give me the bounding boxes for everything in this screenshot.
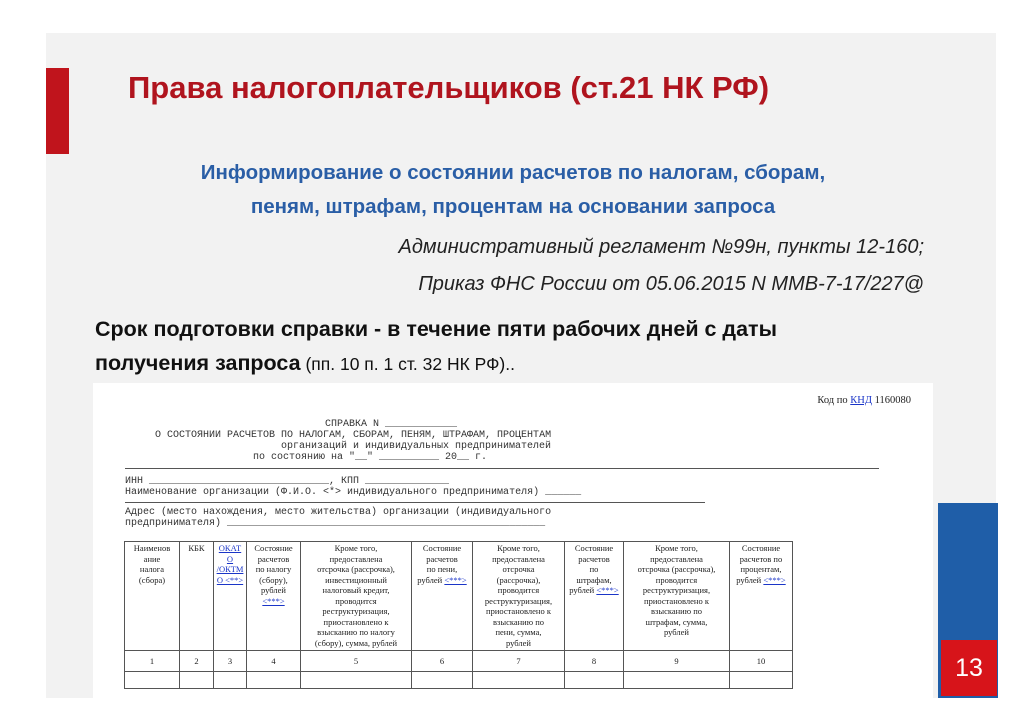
form-address-line-1: Адрес (место нахождения, место жительства) организации (индивидуального bbox=[125, 507, 552, 518]
table-cell bbox=[624, 672, 730, 689]
column-number: 8 bbox=[565, 651, 624, 672]
table-cell bbox=[125, 672, 180, 689]
column-number: 2 bbox=[180, 651, 214, 672]
form-divider bbox=[125, 468, 879, 469]
form-inn-kpp: ИНН ______________________________, КПП ______________ bbox=[125, 476, 450, 487]
deadline-line-2 bbox=[95, 346, 935, 381]
deadline-statement bbox=[95, 312, 935, 381]
form-table bbox=[124, 541, 793, 689]
column-header: Кроме того, предоставлена отсрочка (рассрочка), проводится реструктуризация, приостановлено к взысканию по пени, сумма, рублей bbox=[473, 542, 565, 651]
column-header: Кроме того, предоставлена отсрочка (рассрочка), проводится реструктуризация, приостановлено к взысканию по штрафам, сумма, рублей bbox=[624, 542, 730, 651]
form-address-line-2: предпринимателя) _____________________________________________________ bbox=[125, 518, 546, 529]
subtitle-line-1: Информирование о состоянии расчетов по налогам, сборам, bbox=[200, 161, 826, 184]
title-accent-bar bbox=[46, 68, 69, 154]
form-code-value: 1160080 bbox=[872, 395, 911, 406]
deadline-line-2-text: получения запроса bbox=[95, 351, 301, 375]
column-header: Наименов ание налога (сбора) bbox=[125, 542, 180, 651]
form-code-link[interactable]: КНД bbox=[850, 395, 872, 406]
deadline-legal-ref: (пп. 10 п. 1 ст. 32 НК РФ).. bbox=[300, 354, 515, 374]
footnote-link[interactable]: <***> bbox=[596, 585, 619, 595]
column-number: 9 bbox=[624, 651, 730, 672]
column-header: Состояние расчетов по штрафам, рублей <***> bbox=[565, 542, 624, 651]
slide-title: Права налогоплательщиков (ст.21 НК РФ) bbox=[128, 70, 770, 105]
table-cell bbox=[412, 672, 473, 689]
form-table-empty-row bbox=[125, 672, 793, 689]
subtitle-line-2: пеням, штрафам, процентам на основании запроса bbox=[250, 195, 776, 218]
column-number: 10 bbox=[730, 651, 793, 672]
form-code-label: Код по bbox=[817, 395, 851, 406]
form-table-header bbox=[125, 542, 793, 651]
column-header: Кроме того, предоставлена отсрочка (рассрочка), инвестиционный налоговый кредит, проводится реструктуризация, приостановлено к взысканию по налогу (сбору), сумма, рублей bbox=[301, 542, 412, 651]
column-header: КБК bbox=[180, 542, 214, 651]
table-cell bbox=[730, 672, 793, 689]
table-cell bbox=[180, 672, 214, 689]
slide-subtitle bbox=[110, 156, 916, 224]
column-header: Состояние расчетов по налогу (сбору), рублей <***> bbox=[247, 542, 301, 651]
footnote-link[interactable]: <***> bbox=[444, 574, 467, 585]
regulation-reference-2: Приказ ФНС России от 05.06.2015 N ММВ-7-17/227@ bbox=[418, 273, 924, 295]
form-code bbox=[817, 395, 911, 406]
deadline-line-1: Срок подготовки справки - в течение пяти рабочих дней с даты bbox=[95, 317, 777, 341]
form-heading-number: СПРАВКА N ____________ bbox=[325, 419, 458, 430]
column-header: Состояние расчетов по процентам, рублей <***> bbox=[730, 542, 793, 651]
form-heading-date: по состоянию на "__" __________ 20__ г. bbox=[253, 452, 488, 463]
column-number: 1 bbox=[125, 651, 180, 672]
footnote-link[interactable]: <***> bbox=[763, 574, 786, 585]
column-number: 3 bbox=[214, 651, 247, 672]
table-cell bbox=[247, 672, 301, 689]
column-number: 6 bbox=[412, 651, 473, 672]
certificate-form-image bbox=[93, 383, 933, 698]
form-org-name: Наименование организации (Ф.И.О. <*> индивидуального предпринимателя) ______ bbox=[125, 487, 582, 498]
form-divider bbox=[125, 502, 705, 503]
table-cell bbox=[214, 672, 247, 689]
form-heading-subject: организаций и индивидуальных предпринимателей bbox=[281, 441, 552, 452]
table-cell bbox=[473, 672, 565, 689]
table-cell bbox=[301, 672, 412, 689]
column-number: 5 bbox=[301, 651, 412, 672]
footnote-link[interactable]: <***> bbox=[262, 595, 285, 606]
form-table-number-row bbox=[125, 651, 793, 672]
column-number: 4 bbox=[247, 651, 301, 672]
regulation-reference-1: Административный регламент №99н, пункты 12-160; bbox=[398, 236, 924, 258]
okato-oktmo-link[interactable]: ОКАТ О /ОКТМ О <**> bbox=[216, 543, 244, 585]
page-number-badge: 13 bbox=[941, 640, 997, 696]
form-heading-title: О СОСТОЯНИИ РАСЧЕТОВ ПО НАЛОГАМ, СБОРАМ, ПЕНЯМ, ШТРАФАМ, ПРОЦЕНТАМ bbox=[155, 430, 552, 441]
column-header: Состояние расчетов по пени, рублей <***> bbox=[412, 542, 473, 651]
column-header bbox=[214, 542, 247, 651]
column-number: 7 bbox=[473, 651, 565, 672]
table-cell bbox=[565, 672, 624, 689]
